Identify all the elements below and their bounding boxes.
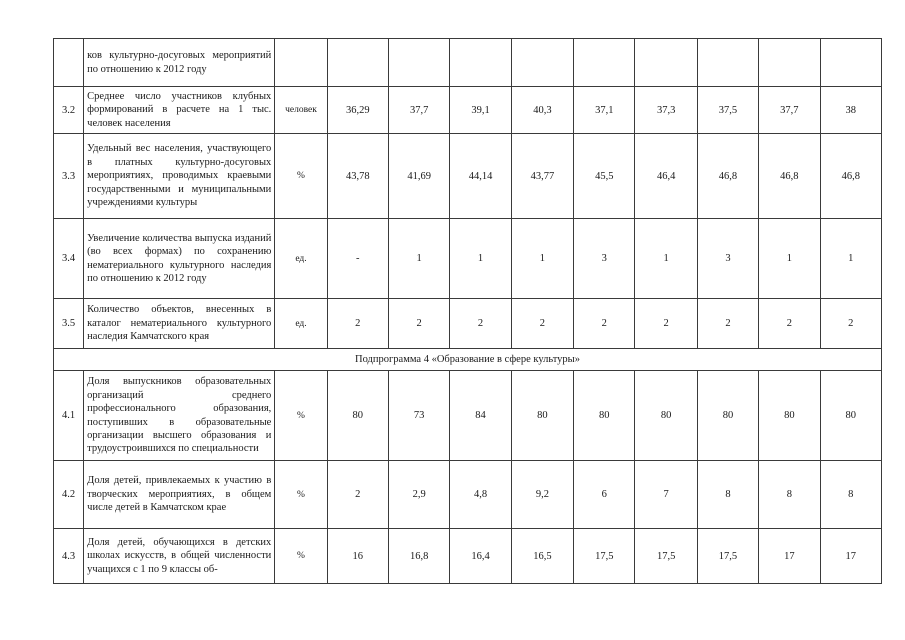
indicator-name: Увеличение количества выпуска изданий (во всех формах) по сохранению нематериального культурного наследия по отношению к 2012 году (84, 219, 275, 299)
value-cell: 39,1 (450, 87, 511, 134)
value-cell (759, 39, 820, 87)
unit-cell: ед. (275, 299, 327, 349)
value-cell: 1 (820, 219, 881, 299)
value-cell: 46,8 (759, 134, 820, 219)
value-cell: 4,8 (450, 461, 511, 529)
value-cell: 16 (327, 529, 388, 584)
value-cell: - (327, 219, 388, 299)
unit-cell: человек (275, 87, 327, 134)
value-cell: 80 (697, 371, 758, 461)
value-cell: 1 (759, 219, 820, 299)
value-cell (635, 39, 697, 87)
unit-cell: ед. (275, 219, 327, 299)
row-number: 3.4 (54, 219, 84, 299)
row-number: 3.3 (54, 134, 84, 219)
value-cell: 9,2 (511, 461, 573, 529)
value-cell: 45,5 (574, 134, 635, 219)
indicator-name: Удельный вес населения, участвующего в платных культурно-досуговых мероприятиях, проводимых краевыми государственными и муниципальными учреждениями культуры (84, 134, 275, 219)
row-number: 3.5 (54, 299, 84, 349)
table-row (54, 219, 882, 299)
table-row (54, 371, 882, 461)
row-number (54, 39, 84, 87)
table-row (54, 39, 882, 87)
value-cell: 80 (635, 371, 697, 461)
unit-cell: % (275, 134, 327, 219)
subprogram-header-row (54, 349, 882, 371)
value-cell: 37,7 (759, 87, 820, 134)
indicator-name: Доля детей, обучающихся в детских школах искусств, в общей численности учащихся с 1 по 9 классы об- (84, 529, 275, 584)
unit-cell: % (275, 371, 327, 461)
value-cell (511, 39, 573, 87)
value-cell: 7 (635, 461, 697, 529)
value-cell: 2 (820, 299, 881, 349)
value-cell: 2 (450, 299, 511, 349)
value-cell: 80 (820, 371, 881, 461)
value-cell: 1 (511, 219, 573, 299)
value-cell: 84 (450, 371, 511, 461)
value-cell (327, 39, 388, 87)
value-cell: 46,8 (820, 134, 881, 219)
table-body (54, 39, 882, 584)
value-cell: 80 (327, 371, 388, 461)
value-cell: 8 (697, 461, 758, 529)
value-cell: 37,7 (388, 87, 449, 134)
value-cell: 46,8 (697, 134, 758, 219)
value-cell: 41,69 (388, 134, 449, 219)
value-cell: 43,77 (511, 134, 573, 219)
table-row (54, 461, 882, 529)
value-cell: 1 (635, 219, 697, 299)
value-cell: 16,5 (511, 529, 573, 584)
value-cell: 17,5 (635, 529, 697, 584)
value-cell: 8 (820, 461, 881, 529)
value-cell: 17 (820, 529, 881, 584)
value-cell: 2 (511, 299, 573, 349)
value-cell: 3 (697, 219, 758, 299)
value-cell: 2 (759, 299, 820, 349)
value-cell (450, 39, 511, 87)
subprogram-title: Подпрограмма 4 «Образование в сфере культуры» (54, 349, 882, 371)
value-cell: 2 (635, 299, 697, 349)
value-cell: 6 (574, 461, 635, 529)
value-cell (574, 39, 635, 87)
value-cell: 73 (388, 371, 449, 461)
value-cell (388, 39, 449, 87)
value-cell: 1 (450, 219, 511, 299)
value-cell: 2 (327, 461, 388, 529)
value-cell: 2,9 (388, 461, 449, 529)
value-cell: 80 (511, 371, 573, 461)
value-cell: 40,3 (511, 87, 573, 134)
value-cell: 46,4 (635, 134, 697, 219)
value-cell: 2 (574, 299, 635, 349)
row-number: 4.2 (54, 461, 84, 529)
indicator-name: ков культурно-досуговых мероприятий по отношению к 2012 году (84, 39, 275, 87)
value-cell: 3 (574, 219, 635, 299)
value-cell: 2 (388, 299, 449, 349)
value-cell: 37,1 (574, 87, 635, 134)
unit-cell: % (275, 529, 327, 584)
value-cell: 16,4 (450, 529, 511, 584)
value-cell: 16,8 (388, 529, 449, 584)
indicator-name: Среднее число участников клубных формирований в расчете на 1 тыс. человек населения (84, 87, 275, 134)
value-cell: 1 (388, 219, 449, 299)
value-cell: 80 (574, 371, 635, 461)
value-cell: 36,29 (327, 87, 388, 134)
value-cell: 8 (759, 461, 820, 529)
value-cell: 44,14 (450, 134, 511, 219)
value-cell: 17,5 (697, 529, 758, 584)
indicator-name: Доля выпускников образовательных организаций среднего профессионального образования, поступивших в образовательные организации высшего образования и трудоустроившихся по специальности (84, 371, 275, 461)
value-cell: 37,3 (635, 87, 697, 134)
table-row (54, 134, 882, 219)
indicator-name: Количество объектов, внесенных в каталог нематериального культурного наследия Камчатского края (84, 299, 275, 349)
indicators-table (53, 38, 882, 584)
unit-cell (275, 39, 327, 87)
value-cell: 38 (820, 87, 881, 134)
indicator-name: Доля детей, привлекаемых к участию в творческих мероприятиях, в общем числе детей в Камчатском крае (84, 461, 275, 529)
row-number: 3.2 (54, 87, 84, 134)
row-number: 4.3 (54, 529, 84, 584)
value-cell (820, 39, 881, 87)
unit-cell: % (275, 461, 327, 529)
table-row (54, 529, 882, 584)
value-cell: 2 (327, 299, 388, 349)
table-row (54, 87, 882, 134)
value-cell: 2 (697, 299, 758, 349)
row-number: 4.1 (54, 371, 84, 461)
value-cell: 43,78 (327, 134, 388, 219)
value-cell: 17,5 (574, 529, 635, 584)
table-row (54, 299, 882, 349)
value-cell: 80 (759, 371, 820, 461)
value-cell: 37,5 (697, 87, 758, 134)
value-cell (697, 39, 758, 87)
value-cell: 17 (759, 529, 820, 584)
